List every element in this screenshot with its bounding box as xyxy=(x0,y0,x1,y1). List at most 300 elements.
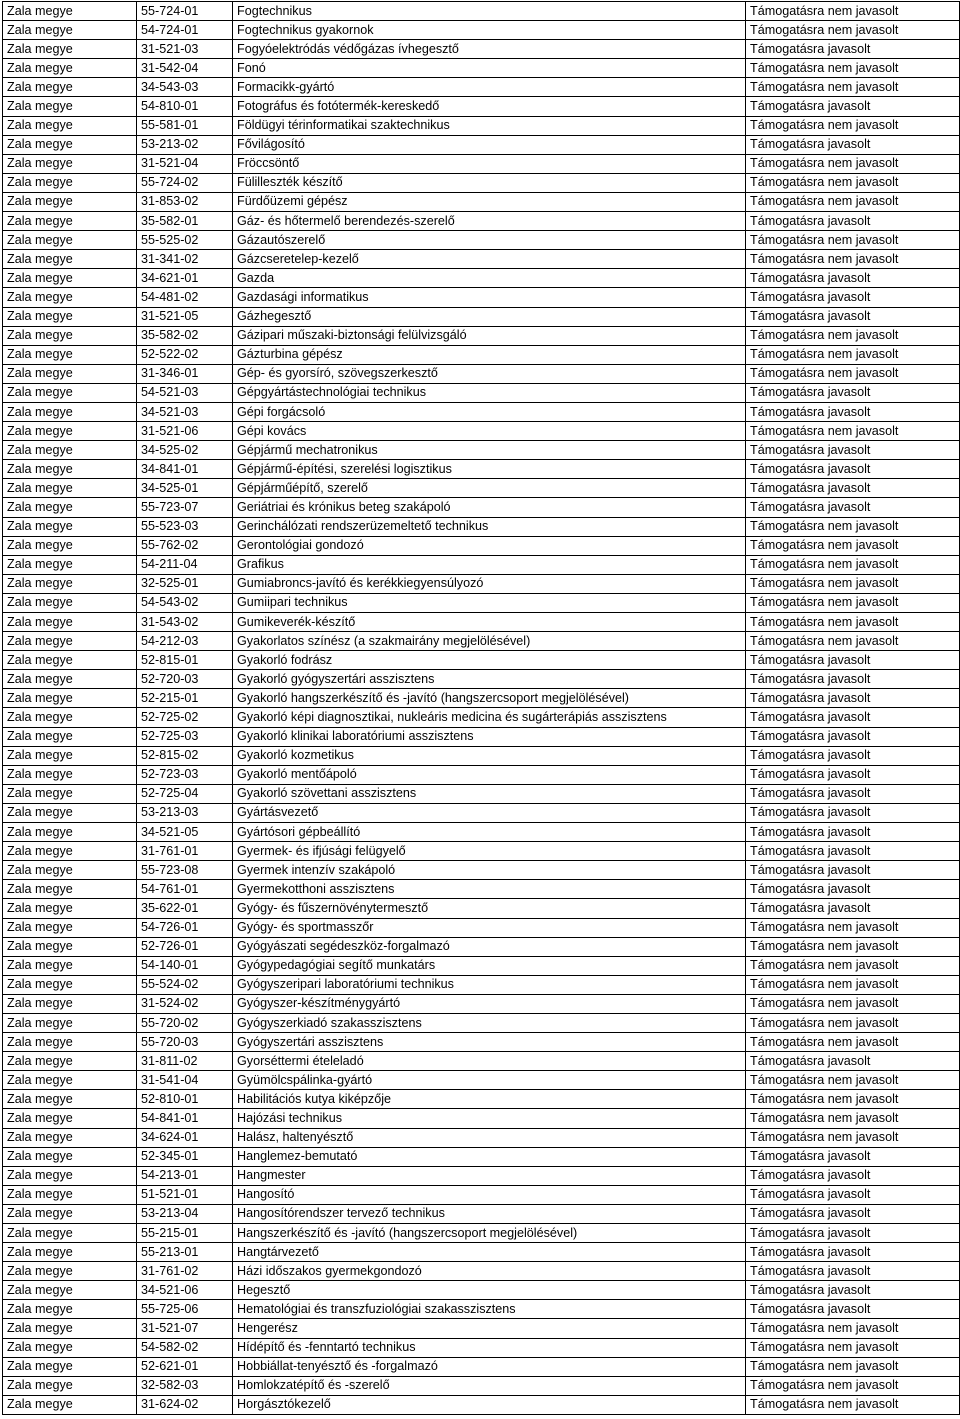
qualification-cell: Házi időszakos gyermekgondozó xyxy=(233,1262,746,1281)
county-cell: Zala megye xyxy=(3,555,137,574)
qualification-cell: Halász, haltenyésztő xyxy=(233,1128,746,1147)
qualification-cell: Gyakorló hangszerkészítő és -javító (hangszercsoport megjelölésével) xyxy=(233,689,746,708)
table-row xyxy=(3,1090,960,1109)
table-row xyxy=(3,1071,960,1090)
qualification-cell: Gyermekotthoni asszisztens xyxy=(233,880,746,899)
status-cell: Támogatásra javasolt xyxy=(746,708,960,727)
status-cell: Támogatásra nem javasolt xyxy=(746,918,960,937)
code-cell: 34-624-01 xyxy=(137,1128,233,1147)
qualifications-table xyxy=(2,1,960,1415)
county-cell: Zala megye xyxy=(3,574,137,593)
status-cell: Támogatásra nem javasolt xyxy=(746,250,960,269)
code-cell: 54-724-01 xyxy=(137,21,233,40)
status-cell: Támogatásra nem javasolt xyxy=(746,613,960,632)
county-cell: Zala megye xyxy=(3,173,137,192)
qualification-cell: Gyógy- és sportmasszőr xyxy=(233,918,746,937)
qualification-cell: Gyártásvezető xyxy=(233,803,746,822)
code-cell: 52-723-03 xyxy=(137,765,233,784)
code-cell: 34-521-05 xyxy=(137,823,233,842)
status-cell: Támogatásra nem javasolt xyxy=(746,1376,960,1395)
status-cell: Támogatásra javasolt xyxy=(746,40,960,59)
code-cell: 52-810-01 xyxy=(137,1090,233,1109)
county-cell: Zala megye xyxy=(3,1109,137,1128)
status-cell: Támogatásra nem javasolt xyxy=(746,1033,960,1052)
qualification-cell: Gyakorló gyógyszertári asszisztens xyxy=(233,670,746,689)
table-body xyxy=(3,2,960,1415)
code-cell: 55-523-03 xyxy=(137,517,233,536)
code-cell: 52-522-02 xyxy=(137,345,233,364)
status-cell: Támogatásra nem javasolt xyxy=(746,231,960,250)
status-cell: Támogatásra javasolt xyxy=(746,861,960,880)
table-row xyxy=(3,823,960,842)
qualification-cell: Gázhegesztő xyxy=(233,307,746,326)
table-row xyxy=(3,2,960,21)
table-row xyxy=(3,345,960,364)
code-cell: 34-621-01 xyxy=(137,269,233,288)
status-cell: Támogatásra javasolt xyxy=(746,1262,960,1281)
county-cell: Zala megye xyxy=(3,460,137,479)
table-row xyxy=(3,173,960,192)
county-cell: Zala megye xyxy=(3,1319,137,1338)
county-cell: Zala megye xyxy=(3,593,137,612)
table-row xyxy=(3,555,960,574)
county-cell: Zala megye xyxy=(3,651,137,670)
qualification-cell: Habilitációs kutya kiképzője xyxy=(233,1090,746,1109)
qualification-cell: Hídépítő és -fenntartó technikus xyxy=(233,1338,746,1357)
code-cell: 34-521-06 xyxy=(137,1281,233,1300)
code-cell: 54-841-01 xyxy=(137,1109,233,1128)
status-cell: Támogatásra javasolt xyxy=(746,212,960,231)
code-cell: 54-481-02 xyxy=(137,288,233,307)
table-row xyxy=(3,479,960,498)
qualification-cell: Gyógypedagógiai segítő munkatárs xyxy=(233,956,746,975)
qualification-cell: Gyógyszerkiadó szakasszisztens xyxy=(233,1013,746,1032)
code-cell: 55-581-01 xyxy=(137,116,233,135)
county-cell: Zala megye xyxy=(3,842,137,861)
code-cell: 52-215-01 xyxy=(137,689,233,708)
code-cell: 52-621-01 xyxy=(137,1357,233,1376)
county-cell: Zala megye xyxy=(3,1204,137,1223)
code-cell: 52-815-01 xyxy=(137,651,233,670)
qualification-cell: Gyógyászati segédeszköz-forgalmazó xyxy=(233,937,746,956)
county-cell: Zala megye xyxy=(3,784,137,803)
table-row xyxy=(3,364,960,383)
status-cell: Támogatásra nem javasolt xyxy=(746,1109,960,1128)
table-row xyxy=(3,708,960,727)
county-cell: Zala megye xyxy=(3,97,137,116)
qualification-cell: Gyakorló szövettani asszisztens xyxy=(233,784,746,803)
county-cell: Zala megye xyxy=(3,1395,137,1414)
status-cell: Támogatásra javasolt xyxy=(746,746,960,765)
table-row xyxy=(3,651,960,670)
qualification-cell: Fotográfus és fotótermék-kereskedő xyxy=(233,97,746,116)
county-cell: Zala megye xyxy=(3,40,137,59)
county-cell: Zala megye xyxy=(3,1147,137,1166)
qualification-cell: Homlokzatépítő és -szerelő xyxy=(233,1376,746,1395)
county-cell: Zala megye xyxy=(3,727,137,746)
code-cell: 32-582-03 xyxy=(137,1376,233,1395)
qualification-cell: Gyakorló klinikai laboratóriumi asszisztens xyxy=(233,727,746,746)
county-cell: Zala megye xyxy=(3,78,137,97)
table-row xyxy=(3,899,960,918)
status-cell: Támogatásra nem javasolt xyxy=(746,536,960,555)
qualification-cell: Hegesztő xyxy=(233,1281,746,1300)
county-cell: Zala megye xyxy=(3,59,137,78)
qualification-cell: Gyógyszer-készítménygyártó xyxy=(233,994,746,1013)
county-cell: Zala megye xyxy=(3,402,137,421)
code-cell: 32-525-01 xyxy=(137,574,233,593)
status-cell: Támogatásra nem javasolt xyxy=(746,1128,960,1147)
code-cell: 31-521-05 xyxy=(137,307,233,326)
table-row xyxy=(3,784,960,803)
table-row xyxy=(3,765,960,784)
code-cell: 31-761-01 xyxy=(137,842,233,861)
table-row xyxy=(3,994,960,1013)
status-cell: Támogatásra javasolt xyxy=(746,803,960,822)
table-row xyxy=(3,861,960,880)
qualification-cell: Gyógyszeripari laboratóriumi technikus xyxy=(233,975,746,994)
code-cell: 55-213-01 xyxy=(137,1243,233,1262)
county-cell: Zala megye xyxy=(3,1128,137,1147)
status-cell: Támogatásra javasolt xyxy=(746,842,960,861)
county-cell: Zala megye xyxy=(3,823,137,842)
county-cell: Zala megye xyxy=(3,689,137,708)
county-cell: Zala megye xyxy=(3,1013,137,1032)
status-cell: Támogatásra javasolt xyxy=(746,1224,960,1243)
county-cell: Zala megye xyxy=(3,307,137,326)
qualification-cell: Fővilágosító xyxy=(233,135,746,154)
county-cell: Zala megye xyxy=(3,1033,137,1052)
qualification-cell: Hanglemez-bemutató xyxy=(233,1147,746,1166)
table-row xyxy=(3,1300,960,1319)
table-row xyxy=(3,574,960,593)
status-cell: Támogatásra javasolt xyxy=(746,765,960,784)
status-cell: Támogatásra nem javasolt xyxy=(746,975,960,994)
county-cell: Zala megye xyxy=(3,21,137,40)
table-row xyxy=(3,1281,960,1300)
county-cell: Zala megye xyxy=(3,1071,137,1090)
status-cell: Támogatásra javasolt xyxy=(746,288,960,307)
table-row xyxy=(3,937,960,956)
code-cell: 54-213-01 xyxy=(137,1166,233,1185)
code-cell: 52-726-01 xyxy=(137,937,233,956)
table-row xyxy=(3,402,960,421)
qualification-cell: Gazdasági informatikus xyxy=(233,288,746,307)
code-cell: 35-582-01 xyxy=(137,212,233,231)
table-row xyxy=(3,1185,960,1204)
status-cell: Támogatásra javasolt xyxy=(746,899,960,918)
qualification-cell: Fogtechnikus gyakornok xyxy=(233,21,746,40)
qualification-cell: Fonó xyxy=(233,59,746,78)
table-row xyxy=(3,880,960,899)
qualification-cell: Horgásztókezelő xyxy=(233,1395,746,1414)
code-cell: 31-543-02 xyxy=(137,613,233,632)
code-cell: 55-720-03 xyxy=(137,1033,233,1052)
county-cell: Zala megye xyxy=(3,861,137,880)
table-row xyxy=(3,1052,960,1071)
county-cell: Zala megye xyxy=(3,1185,137,1204)
qualification-cell: Gyógy- és fűszernövénytermesztő xyxy=(233,899,746,918)
county-cell: Zala megye xyxy=(3,975,137,994)
table-row xyxy=(3,250,960,269)
county-cell: Zala megye xyxy=(3,326,137,345)
table-row xyxy=(3,689,960,708)
qualification-cell: Hangosító xyxy=(233,1185,746,1204)
status-cell: Támogatásra nem javasolt xyxy=(746,1013,960,1032)
county-cell: Zala megye xyxy=(3,517,137,536)
qualification-cell: Gyakorló mentőápoló xyxy=(233,765,746,784)
status-cell: Támogatásra nem javasolt xyxy=(746,1090,960,1109)
county-cell: Zala megye xyxy=(3,956,137,975)
county-cell: Zala megye xyxy=(3,345,137,364)
qualification-cell: Gépi kovács xyxy=(233,422,746,441)
status-cell: Támogatásra nem javasolt xyxy=(746,1357,960,1376)
county-cell: Zala megye xyxy=(3,708,137,727)
status-cell: Támogatásra javasolt xyxy=(746,307,960,326)
qualification-cell: Hangtárvezető xyxy=(233,1243,746,1262)
code-cell: 55-724-01 xyxy=(137,2,233,21)
status-cell: Támogatásra nem javasolt xyxy=(746,2,960,21)
table-row xyxy=(3,1357,960,1376)
county-cell: Zala megye xyxy=(3,364,137,383)
code-cell: 31-761-02 xyxy=(137,1262,233,1281)
table-row xyxy=(3,1338,960,1357)
table-row xyxy=(3,460,960,479)
code-cell: 31-853-02 xyxy=(137,192,233,211)
qualification-cell: Fülilleszték készítő xyxy=(233,173,746,192)
table-row xyxy=(3,288,960,307)
table-row xyxy=(3,441,960,460)
qualification-cell: Gépjármű-építési, szerelési logisztikus xyxy=(233,460,746,479)
qualification-cell: Hangmester xyxy=(233,1166,746,1185)
qualification-cell: Gyártósori gépbeállító xyxy=(233,823,746,842)
code-cell: 55-762-02 xyxy=(137,536,233,555)
table-row xyxy=(3,670,960,689)
qualification-cell: Fürdőüzemi gépész xyxy=(233,192,746,211)
code-cell: 52-725-03 xyxy=(137,727,233,746)
code-cell: 53-213-02 xyxy=(137,135,233,154)
qualification-cell: Gerinchálózati rendszerüzemeltető technikus xyxy=(233,517,746,536)
status-cell: Támogatásra nem javasolt xyxy=(746,956,960,975)
county-cell: Zala megye xyxy=(3,1224,137,1243)
table-row xyxy=(3,1013,960,1032)
code-cell: 34-543-03 xyxy=(137,78,233,97)
table-row xyxy=(3,1243,960,1262)
table-row xyxy=(3,40,960,59)
table-row xyxy=(3,78,960,97)
status-cell: Támogatásra javasolt xyxy=(746,498,960,517)
table-row xyxy=(3,1224,960,1243)
table-row xyxy=(3,307,960,326)
county-cell: Zala megye xyxy=(3,2,137,21)
code-cell: 31-521-06 xyxy=(137,422,233,441)
county-cell: Zala megye xyxy=(3,116,137,135)
status-cell: Támogatásra nem javasolt xyxy=(746,78,960,97)
qualification-cell: Gázcseretelep-kezelő xyxy=(233,250,746,269)
qualification-cell: Gyógyszertári asszisztens xyxy=(233,1033,746,1052)
code-cell: 31-624-02 xyxy=(137,1395,233,1414)
qualification-cell: Gépgyártástechnológiai technikus xyxy=(233,383,746,402)
table-row xyxy=(3,212,960,231)
status-cell: Támogatásra javasolt xyxy=(746,1052,960,1071)
table-row xyxy=(3,1147,960,1166)
code-cell: 54-543-02 xyxy=(137,593,233,612)
table-row xyxy=(3,1376,960,1395)
table-row xyxy=(3,803,960,822)
status-cell: Támogatásra nem javasolt xyxy=(746,574,960,593)
qualification-cell: Gumiipari technikus xyxy=(233,593,746,612)
qualification-cell: Hengerész xyxy=(233,1319,746,1338)
county-cell: Zala megye xyxy=(3,765,137,784)
status-cell: Támogatásra nem javasolt xyxy=(746,192,960,211)
qualification-cell: Gyermek- és ifjúsági felügyelő xyxy=(233,842,746,861)
qualification-cell: Gáz- és hőtermelő berendezés-szerelő xyxy=(233,212,746,231)
status-cell: Támogatásra nem javasolt xyxy=(746,173,960,192)
code-cell: 34-525-01 xyxy=(137,479,233,498)
code-cell: 52-815-02 xyxy=(137,746,233,765)
code-cell: 53-213-03 xyxy=(137,803,233,822)
code-cell: 54-582-02 xyxy=(137,1338,233,1357)
table-row xyxy=(3,727,960,746)
table-row xyxy=(3,975,960,994)
qualification-cell: Földügyi térinformatikai szaktechnikus xyxy=(233,116,746,135)
code-cell: 55-724-02 xyxy=(137,173,233,192)
county-cell: Zala megye xyxy=(3,192,137,211)
qualification-cell: Hematológiai és transzfuziológiai szakasszisztens xyxy=(233,1300,746,1319)
code-cell: 52-345-01 xyxy=(137,1147,233,1166)
table-row xyxy=(3,231,960,250)
code-cell: 52-725-04 xyxy=(137,784,233,803)
code-cell: 55-525-02 xyxy=(137,231,233,250)
code-cell: 31-541-04 xyxy=(137,1071,233,1090)
table-row xyxy=(3,632,960,651)
county-cell: Zala megye xyxy=(3,422,137,441)
status-cell: Támogatásra nem javasolt xyxy=(746,517,960,536)
code-cell: 54-761-01 xyxy=(137,880,233,899)
table-row xyxy=(3,1166,960,1185)
table-row xyxy=(3,192,960,211)
code-cell: 52-720-03 xyxy=(137,670,233,689)
status-cell: Támogatásra javasolt xyxy=(746,460,960,479)
table-row xyxy=(3,517,960,536)
county-cell: Zala megye xyxy=(3,613,137,632)
table-row xyxy=(3,956,960,975)
county-cell: Zala megye xyxy=(3,899,137,918)
table-row xyxy=(3,1033,960,1052)
table-row xyxy=(3,135,960,154)
qualification-cell: Gerontológiai gondozó xyxy=(233,536,746,555)
status-cell: Támogatásra nem javasolt xyxy=(746,632,960,651)
county-cell: Zala megye xyxy=(3,231,137,250)
county-cell: Zala megye xyxy=(3,383,137,402)
status-cell: Támogatásra nem javasolt xyxy=(746,1071,960,1090)
qualification-cell: Gumikeverék-készítő xyxy=(233,613,746,632)
code-cell: 51-521-01 xyxy=(137,1185,233,1204)
county-cell: Zala megye xyxy=(3,937,137,956)
county-cell: Zala megye xyxy=(3,154,137,173)
county-cell: Zala megye xyxy=(3,1262,137,1281)
status-cell: Támogatásra nem javasolt xyxy=(746,1338,960,1357)
code-cell: 35-622-01 xyxy=(137,899,233,918)
table-row xyxy=(3,97,960,116)
code-cell: 55-723-07 xyxy=(137,498,233,517)
code-cell: 31-524-02 xyxy=(137,994,233,1013)
status-cell: Támogatásra javasolt xyxy=(746,670,960,689)
qualification-cell: Gyermek intenzív szakápoló xyxy=(233,861,746,880)
county-cell: Zala megye xyxy=(3,1376,137,1395)
code-cell: 55-725-06 xyxy=(137,1300,233,1319)
table-row xyxy=(3,842,960,861)
table-row xyxy=(3,383,960,402)
county-cell: Zala megye xyxy=(3,536,137,555)
county-cell: Zala megye xyxy=(3,1300,137,1319)
table-row xyxy=(3,746,960,765)
table-row xyxy=(3,1395,960,1414)
county-cell: Zala megye xyxy=(3,1166,137,1185)
qualification-cell: Gyakorló fodrász xyxy=(233,651,746,670)
qualification-cell: Gyakorló kozmetikus xyxy=(233,746,746,765)
status-cell: Támogatásra javasolt xyxy=(746,479,960,498)
code-cell: 55-723-08 xyxy=(137,861,233,880)
county-cell: Zala megye xyxy=(3,135,137,154)
code-cell: 34-841-01 xyxy=(137,460,233,479)
county-cell: Zala megye xyxy=(3,918,137,937)
status-cell: Támogatásra javasolt xyxy=(746,1185,960,1204)
county-cell: Zala megye xyxy=(3,746,137,765)
status-cell: Támogatásra javasolt xyxy=(746,1281,960,1300)
qualification-cell: Gyakorlatos színész (a szakmairány megjelölésével) xyxy=(233,632,746,651)
county-cell: Zala megye xyxy=(3,479,137,498)
status-cell: Támogatásra nem javasolt xyxy=(746,116,960,135)
status-cell: Támogatásra javasolt xyxy=(746,402,960,421)
code-cell: 53-213-04 xyxy=(137,1204,233,1223)
county-cell: Zala megye xyxy=(3,212,137,231)
code-cell: 55-720-02 xyxy=(137,1013,233,1032)
table-row xyxy=(3,116,960,135)
table-row xyxy=(3,59,960,78)
status-cell: Támogatásra nem javasolt xyxy=(746,422,960,441)
table-row xyxy=(3,918,960,937)
table-row xyxy=(3,1319,960,1338)
qualification-cell: Gépjármű mechatronikus xyxy=(233,441,746,460)
county-cell: Zala megye xyxy=(3,1281,137,1300)
status-cell: Támogatásra javasolt xyxy=(746,269,960,288)
status-cell: Támogatásra javasolt xyxy=(746,1147,960,1166)
status-cell: Támogatásra nem javasolt xyxy=(746,555,960,574)
county-cell: Zala megye xyxy=(3,994,137,1013)
status-cell: Támogatásra nem javasolt xyxy=(746,994,960,1013)
county-cell: Zala megye xyxy=(3,269,137,288)
status-cell: Támogatásra javasolt xyxy=(746,383,960,402)
status-cell: Támogatásra nem javasolt xyxy=(746,937,960,956)
county-cell: Zala megye xyxy=(3,632,137,651)
code-cell: 52-725-02 xyxy=(137,708,233,727)
table-row xyxy=(3,536,960,555)
code-cell: 31-521-07 xyxy=(137,1319,233,1338)
county-cell: Zala megye xyxy=(3,880,137,899)
status-cell: Támogatásra javasolt xyxy=(746,1166,960,1185)
status-cell: Támogatásra nem javasolt xyxy=(746,1319,960,1338)
status-cell: Támogatásra nem javasolt xyxy=(746,345,960,364)
table-row xyxy=(3,1109,960,1128)
qualification-cell: Hangosítórendszer tervező technikus xyxy=(233,1204,746,1223)
status-cell: Támogatásra javasolt xyxy=(746,1243,960,1262)
table-row xyxy=(3,269,960,288)
code-cell: 31-346-01 xyxy=(137,364,233,383)
qualification-cell: Gyümölcspálinka-gyártó xyxy=(233,1071,746,1090)
qualification-cell: Gépi forgácsoló xyxy=(233,402,746,421)
qualification-cell: Gázipari műszaki-biztonsági felülvizsgáló xyxy=(233,326,746,345)
